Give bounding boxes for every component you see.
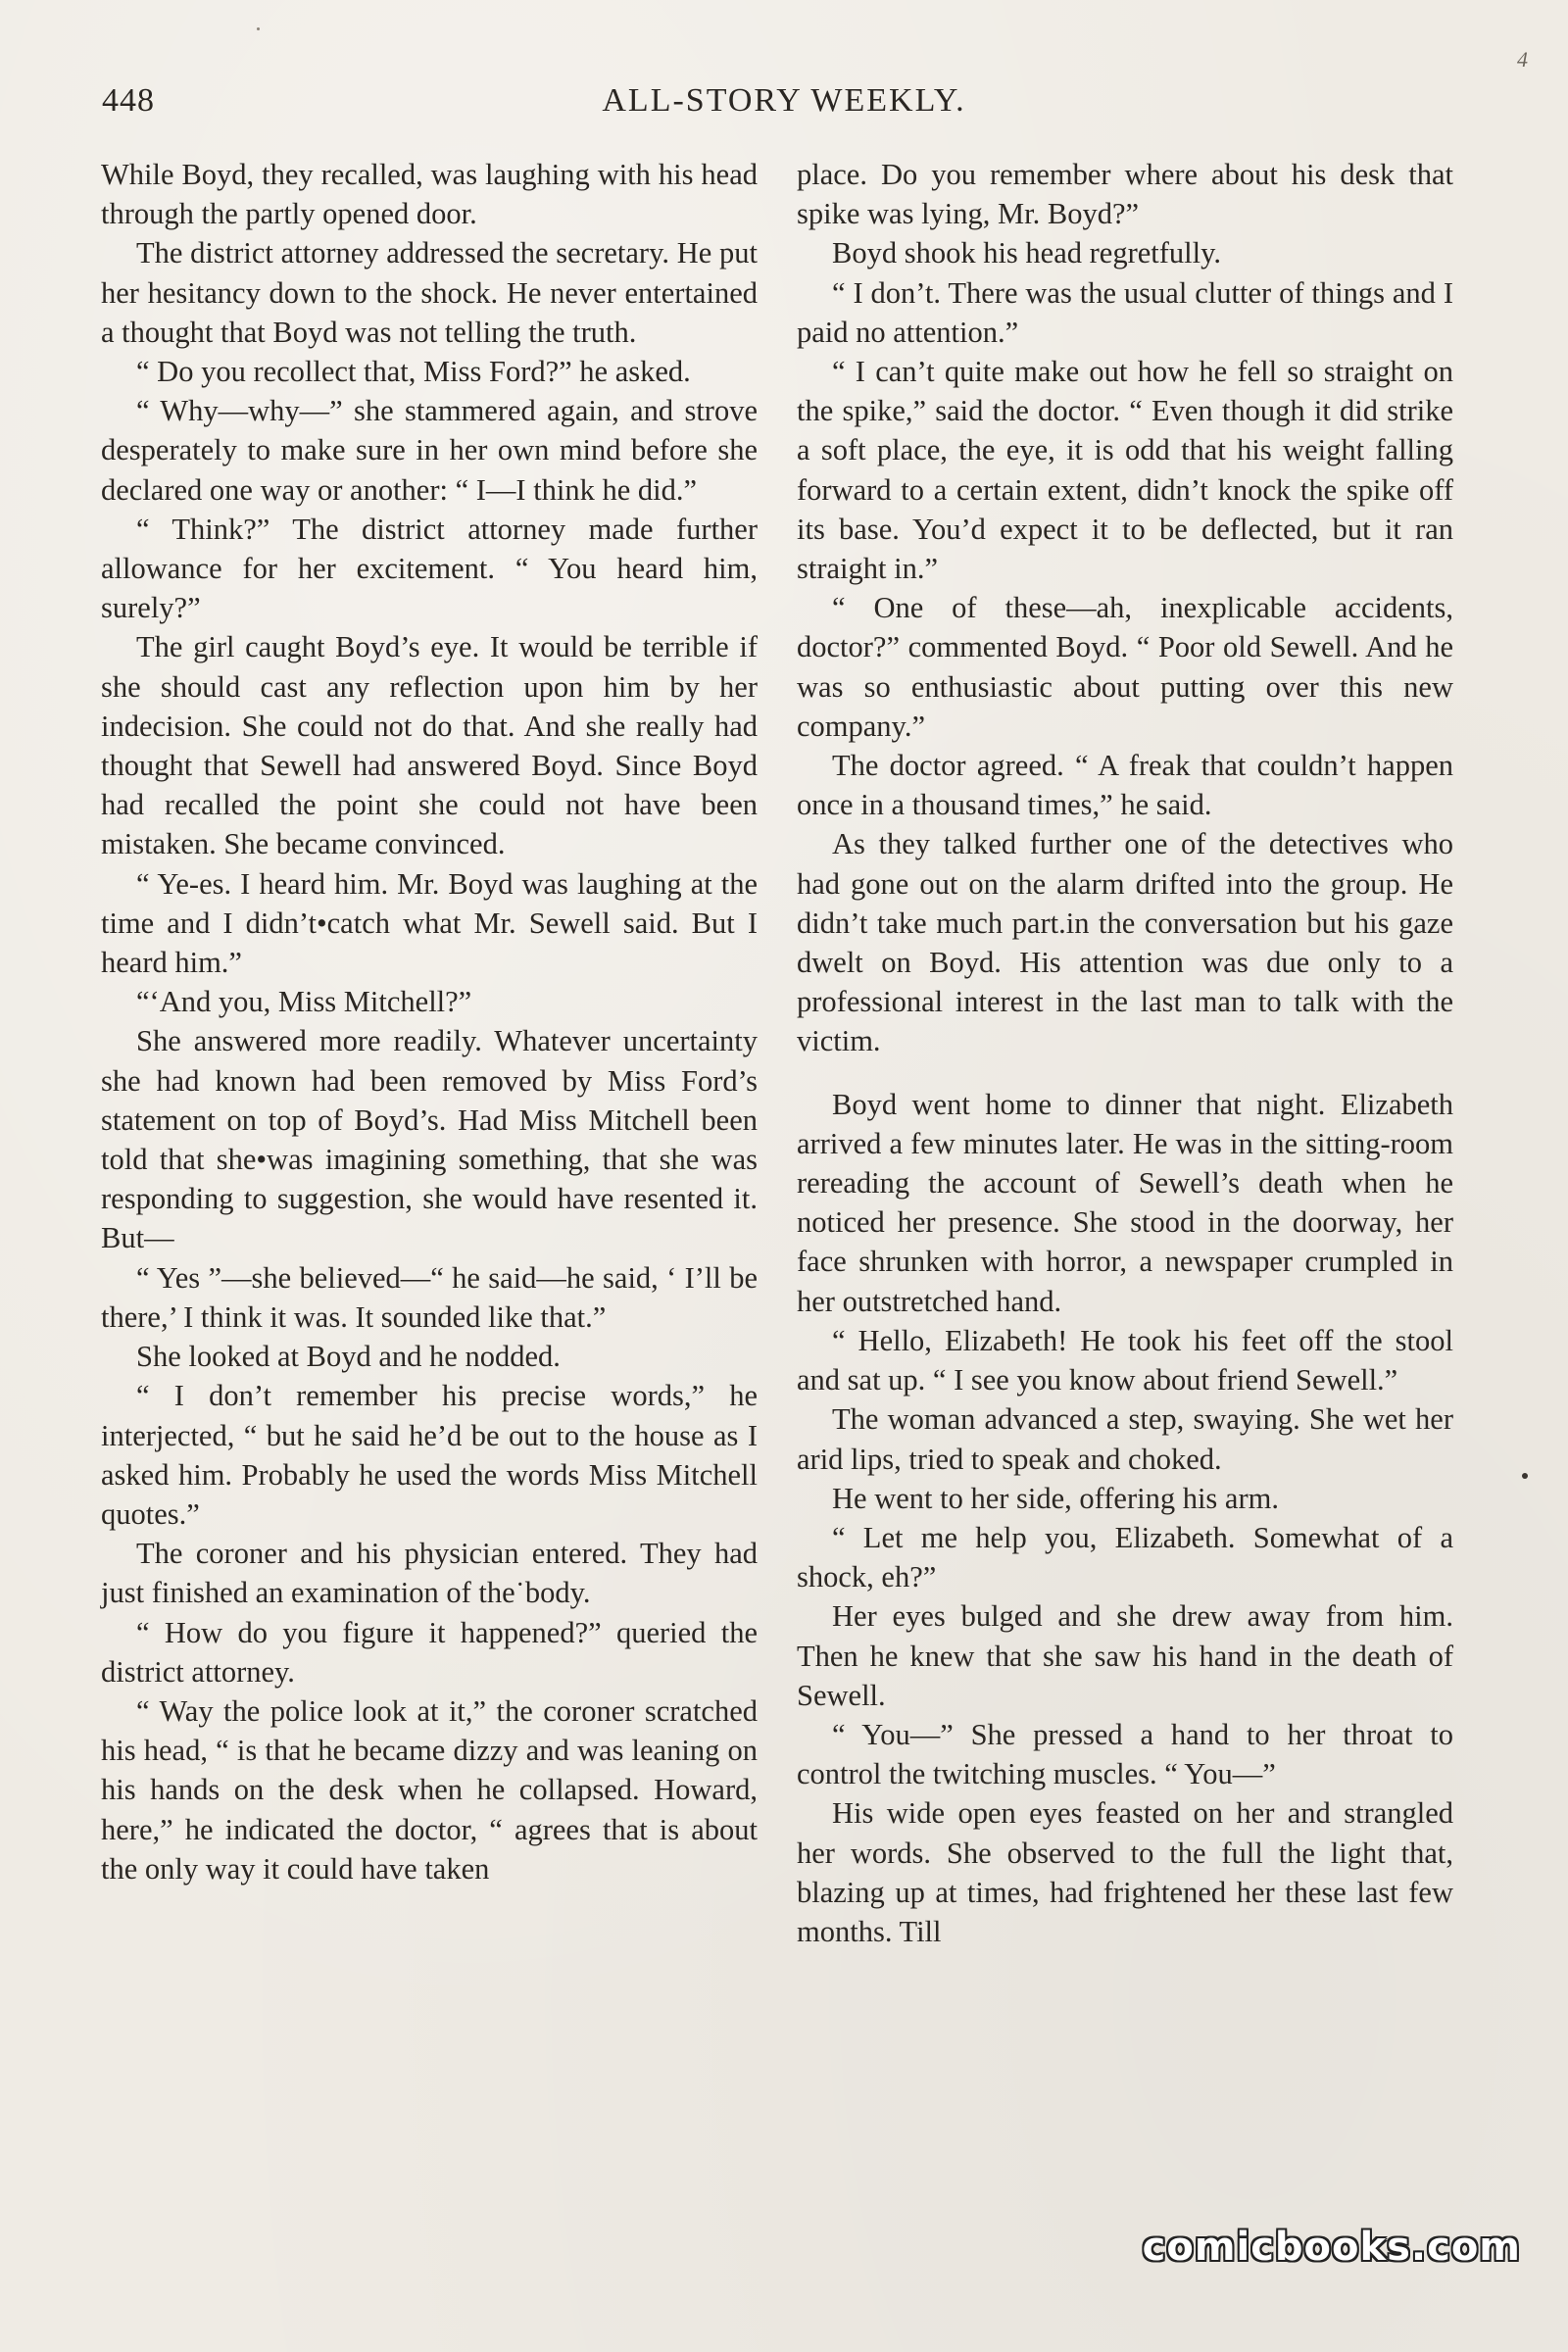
right-paragraph: As they talked further one of the detectives who had gone out on the alarm drifted into the group. He didn’t take much part.in the conversation but his gaze dwelt on Boyd. His attention was due only to a professional interest in the last man to talk with the victim. [797, 827, 1453, 1058]
left-paragraph: “ Think?” The district attorney made further allowance for her excitement. “ You heard him, surely?” [101, 512, 758, 625]
right-paragraph: The woman advanced a step, swaying. She wet her arid lips, tried to speak and choked. [797, 1402, 1453, 1476]
running-title: ALL-STORY WEEKLY. [602, 82, 966, 119]
left-paragraph: “ Ye-es. I heard him. Mr. Boyd was laughing at the time and I didn’t•catch what Mr. Sewell said. But I heard him.” [101, 866, 758, 980]
watermark-logo: comicbooks.com [1142, 2225, 1521, 2270]
left-paragraph: “ I don’t remember his precise words,” he interjected, “ but he said he’d be out to the house as I asked him. Probably he used the words Miss Mitchell quotes.” [101, 1379, 758, 1531]
left-paragraph: The district attorney addressed the secretary. He put her hesitancy down to the shock. He never entertained a thought that Boyd was not telling the truth. [101, 236, 758, 349]
right-paragraph: “ Let me help you, Elizabeth. Somewhat of a shock, eh?” [797, 1520, 1453, 1594]
left-paragraph: “ Yes ”—she believed—“ he said—he said, ‘ I’ll be there,’ I think it was. It sounded like that.” [101, 1260, 758, 1334]
page-number: 448 [102, 82, 155, 119]
left-paragraph: The coroner and his physician entered. They had just finished an examination of the˙body. [101, 1537, 758, 1610]
print-speck [257, 27, 260, 30]
left-paragraph: While Boyd, they recalled, was laughing with his head through the partly opened door. [101, 158, 758, 231]
left-paragraph: “ Why—why—” she stammered again, and strove desperately to make sure in her own mind before she declared one way or another: “ I—I think he did.” [101, 394, 758, 507]
page-header [102, 82, 1466, 131]
right-paragraph: Her eyes bulged and she drew away from him. Then he knew that she saw his hand in the death of Sewell. [797, 1599, 1453, 1712]
right-paragraph: “ I don’t. There was the usual clutter of things and I paid no attention.” [797, 275, 1453, 349]
left-paragraph: “ Do you recollect that, Miss Ford?” he asked. [136, 355, 691, 389]
right-paragraph: “ You—” She pressed a hand to her throat to control the twitching muscles. “ You—” [797, 1717, 1453, 1791]
left-paragraph: “ How do you figure it happened?” queried the district attorney. [101, 1615, 758, 1689]
right-paragraph: place. Do you remember where about his desk that spike was lying, Mr. Boyd?” [797, 158, 1453, 231]
right-paragraph: “ I can’t quite make out how he fell so straight on the spike,” said the doctor. “ Even though it did strike a soft place, the eye, it is odd that his weight falling forward to a certain extent, didn’t knock the spike off its base. You’d expect it to be deflected, but it ran straight in.” [797, 355, 1453, 586]
corner-mark: 4 [1517, 47, 1528, 72]
left-column [101, 155, 758, 1888]
right-paragraph: Boyd shook his head regretfully. [832, 236, 1221, 270]
left-paragraph: “‘And you, Miss Mitchell?” [136, 985, 472, 1019]
right-column [797, 155, 1453, 1951]
left-paragraph: She answered more readily. Whatever uncertainty she had known had been removed by Miss Ford’s statement on top of Boyd’s. Had Miss Mitchell been told that she•was imagining something, that she was responding to suggestion, she would have resented it. But— [101, 1024, 758, 1255]
right-paragraph: The doctor agreed. “ A freak that couldn’t happen once in a thousand times,” he said. [797, 749, 1453, 822]
right-paragraph: “ Hello, Elizabeth! He took his feet off the stool and sat up. “ I see you know about friend Sewell.” [797, 1323, 1453, 1397]
right-paragraph: Boyd went home to dinner that night. Elizabeth arrived a few minutes later. He was in the sitting-room rereading the account of Sewell’s death when he noticed her presence. She stood in the doorway, her face shrunken with horror, a newspaper crumpled in her outstretched hand. [797, 1087, 1453, 1318]
left-paragraph: The girl caught Boyd’s eye. It would be terrible if she should cast any reflection upon him by her indecision. She could not do that. And she really had thought that Sewell had answered Boyd. Since Boyd had recalled the point she could not have been mistaken. She became convinced. [101, 630, 758, 861]
left-paragraph: She looked at Boyd and he nodded. [136, 1340, 561, 1374]
right-paragraph: “ One of these—ah, inexplicable accidents, doctor?” commented Boyd. “ Poor old Sewell. And he was so enthusiastic about putting over this new company.” [797, 591, 1453, 743]
right-paragraph: His wide open eyes feasted on her and strangled her words. She observed to the full the light that, blazing up at times, had frightened her these last few months. Till [797, 1796, 1453, 1948]
right-paragraph: He went to her side, offering his arm. [832, 1481, 1279, 1515]
left-paragraph: “ Way the police look at it,” the coroner scratched his head, “ is that he became dizzy and was leaning on his hands on the desk when he collapsed. Howard, here,” he indicated the doctor, “ agrees that is about the only way it could have taken [101, 1693, 758, 1886]
print-speck [1522, 1473, 1528, 1479]
